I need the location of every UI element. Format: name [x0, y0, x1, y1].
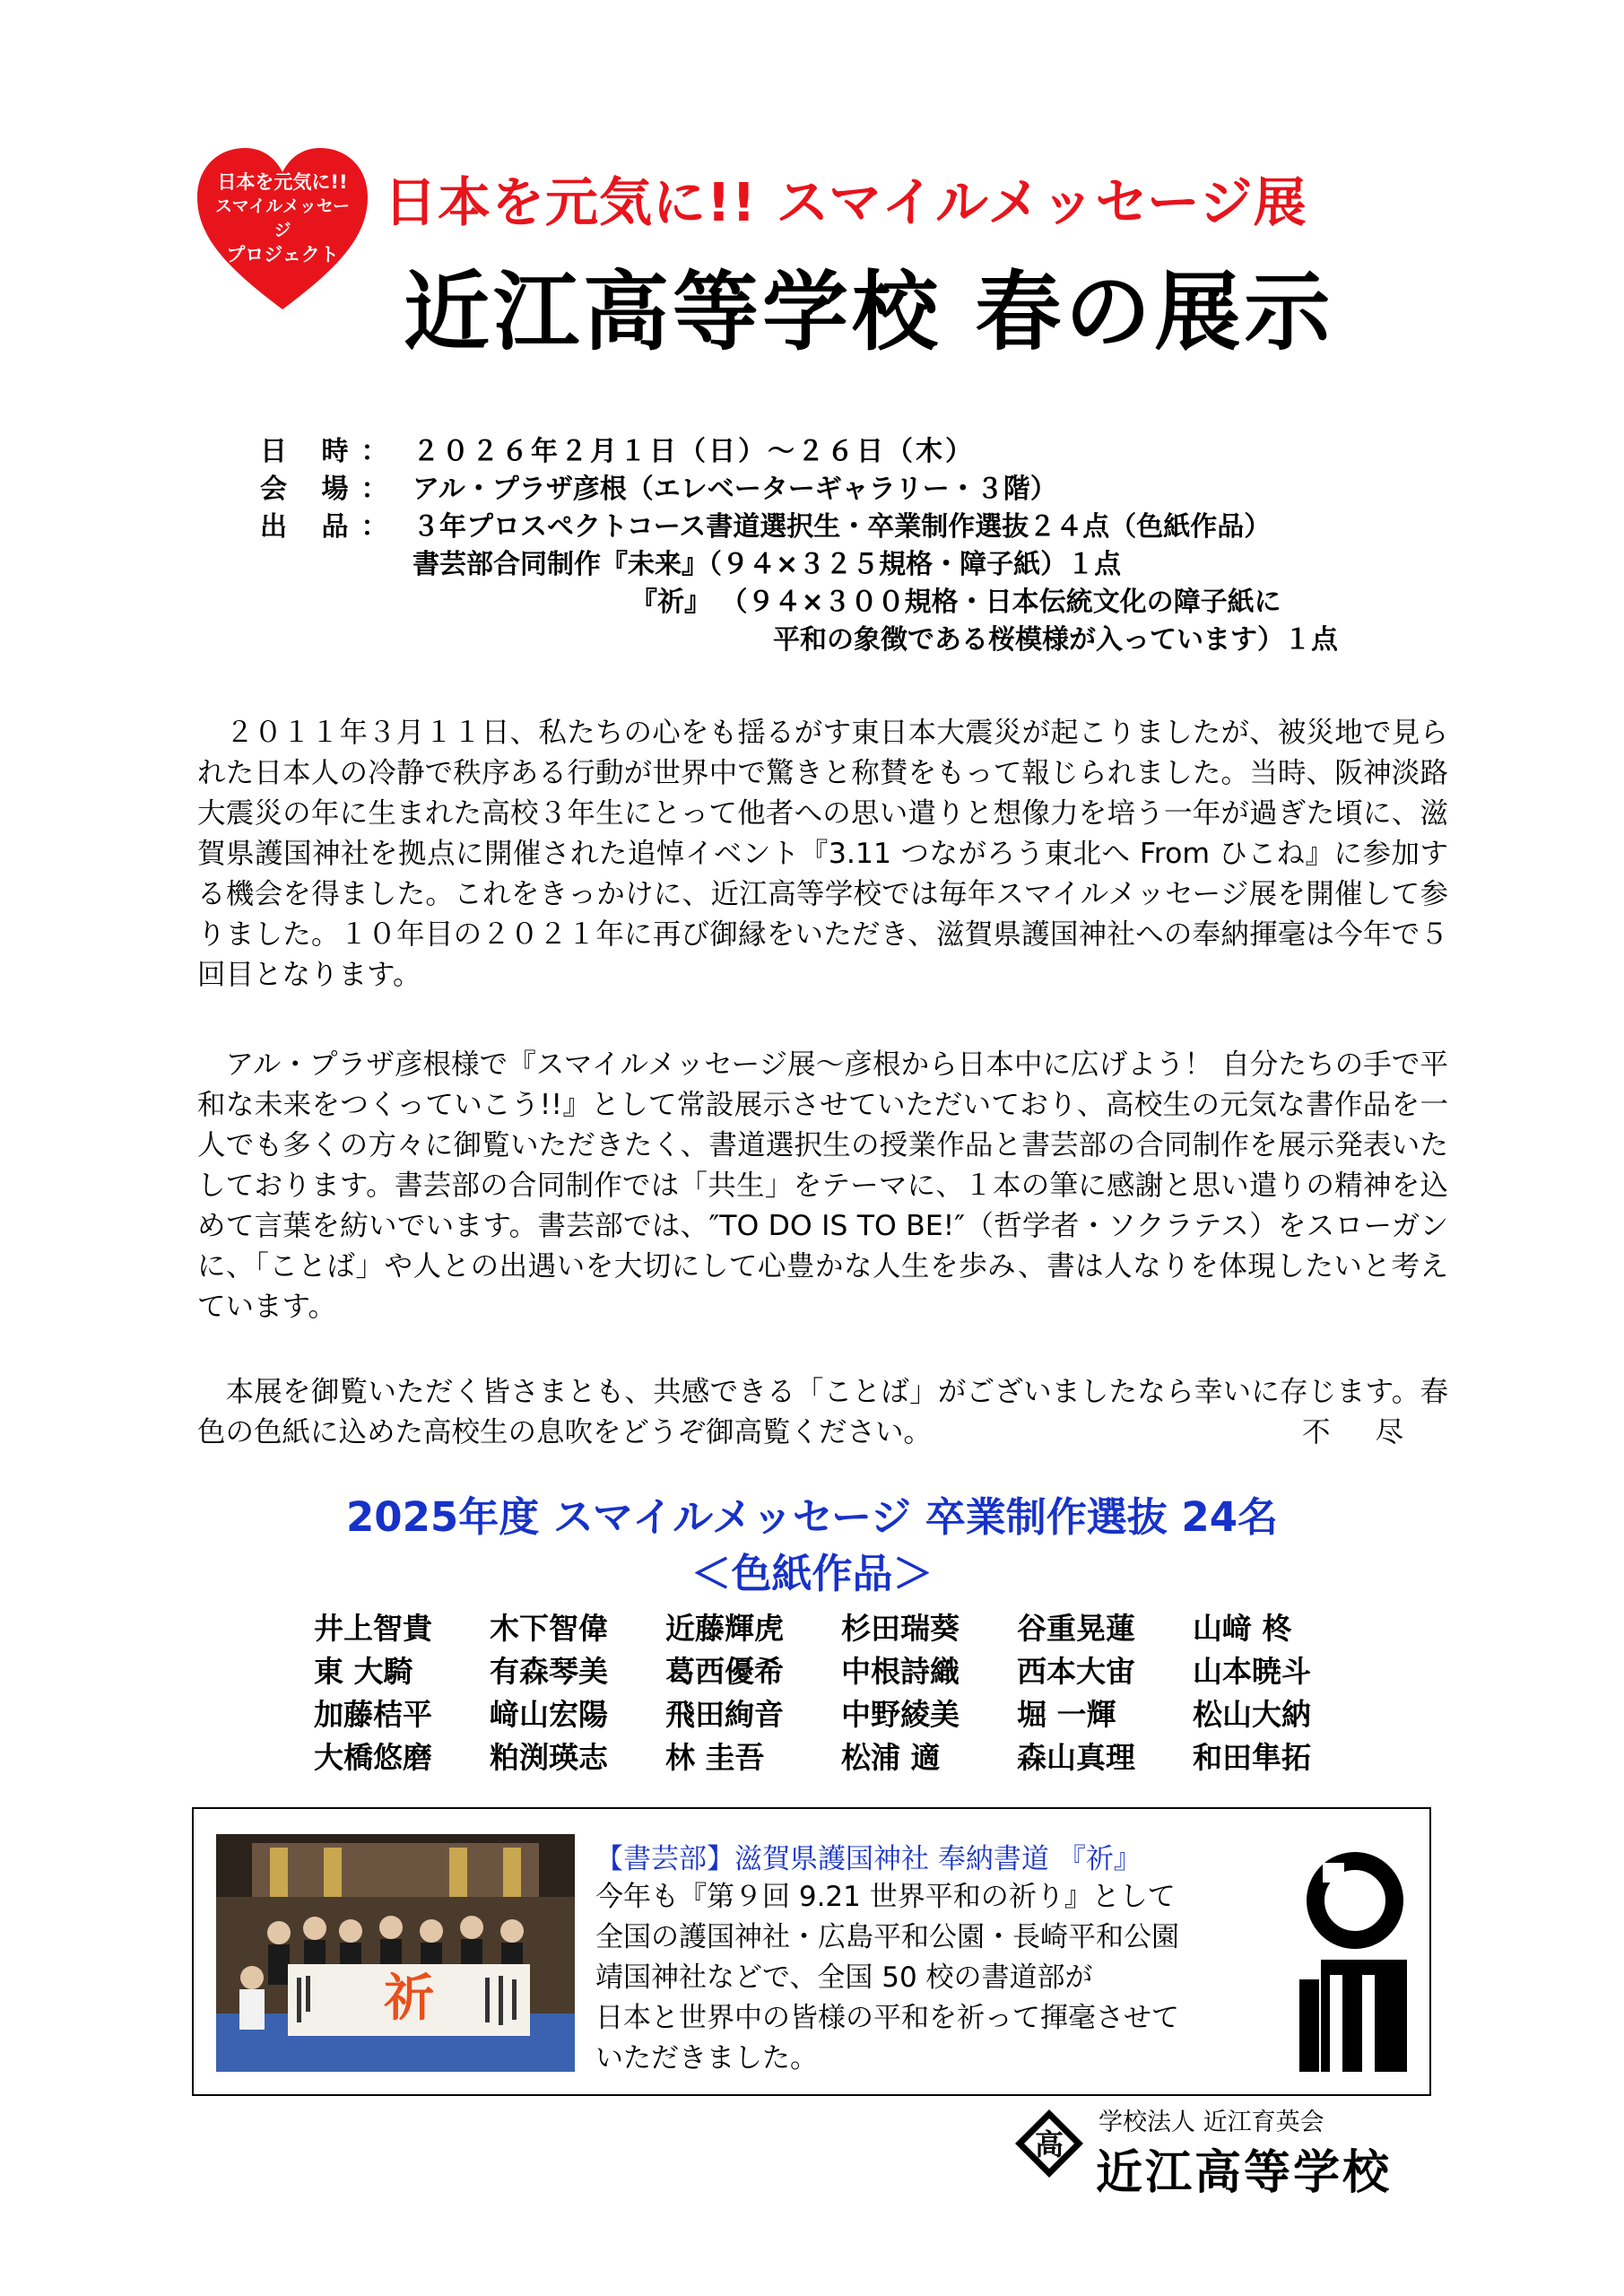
student-name: 森山真理 — [1017, 1740, 1135, 1775]
student-name: 中根詩織 — [841, 1654, 960, 1689]
info-box-line: 全国の護国神社・広島平和公園・長崎平和公園 — [595, 1921, 1179, 1953]
info-exhibit-row — [260, 509, 1271, 545]
club-group-photo — [216, 1834, 575, 2072]
school-emblem — [1013, 2108, 1085, 2179]
exhibit-label: 出 品： — [260, 511, 401, 543]
student-name: 葛西優希 — [665, 1654, 784, 1689]
info-box-line: いただきました。 — [595, 2042, 818, 2074]
date-label: 日 時： — [260, 436, 401, 467]
info-box-line: 日本と世界中の皆様の平和を祈って揮毫させて — [595, 2002, 1179, 2034]
student-row — [314, 1648, 1368, 1692]
student-name: 東 大騎 — [314, 1654, 413, 1689]
school-corporation-name: 学校法人 近江育英会 — [1099, 2109, 1324, 2136]
student-name: 中野綾美 — [841, 1697, 960, 1732]
exhibit-value-1: ３年プロスペクトコース書道選択生・卒業制作選抜２４点（色紙作品） — [413, 511, 1272, 543]
emblem-char: 高 — [1034, 2127, 1064, 2161]
closing-signoff: 不 尽 — [1301, 1416, 1421, 1448]
student-name: 杉田瑞葵 — [841, 1611, 960, 1646]
heart-logo-line-1: 日本を元気に!! — [217, 171, 348, 193]
student-name: 松浦 適 — [841, 1740, 941, 1775]
student-row — [314, 1735, 1368, 1778]
student-name: 大橋悠磨 — [314, 1740, 432, 1775]
heart-logo-line-2: スマイルメッセージ — [215, 196, 350, 240]
photo-kanji: 祈 — [384, 1970, 434, 2028]
student-name: 﨑山宏陽 — [490, 1697, 608, 1732]
exhibit-value-2: 書芸部合同制作『未来』（９４×３２５規格・障子紙）１点 — [413, 549, 1122, 580]
info-box-line: 今年も『第９回 9.21 世界平和の祈り』として — [595, 1881, 1176, 1913]
info-date-row — [260, 434, 975, 470]
calligraphy-club-logo — [1292, 1845, 1409, 2078]
student-row — [314, 1605, 1368, 1648]
info-box-body — [595, 1877, 1179, 2079]
student-row — [314, 1692, 1368, 1735]
paragraph-1 — [197, 713, 1448, 996]
info-venue-row — [260, 472, 1057, 508]
student-name: 加藤桔平 — [314, 1697, 432, 1732]
venue-value: アル・プラザ彦根（エレベーターギャラリー・３階） — [413, 474, 1057, 505]
students-title: 2025年度 スマイルメッセージ 卒業制作選抜 24名 — [345, 1493, 1279, 1541]
student-name: 飛田絢音 — [665, 1697, 784, 1732]
paragraph-2-text: アル・プラザ彦根様で『スマイルメッセージ展～彦根から日本中に広げよう！ 自分たちの手で平和な未来をつくっていこう!!』として常設展示させていただいており、高校生の元気な書作品を一人でも多くの方々に御覧いただきたく、書道選択生の授業作品と書芸部の合同制作を展示発表いたしております。書芸部の合同制作では「共生」をテーマに、１本の筆に感謝と思い遣りの精神を込めて言葉を紡いでいます。書芸部では、″TO DO IS TO BE!″（哲学者・ソクラテス）をスローガンに、「ことば」や人との出遇いを大切にして心豊かな人生を歩み、書は人なりを体現したいと考えています。 — [197, 1048, 1448, 1323]
paragraph-3 — [197, 1372, 1448, 1453]
school-name: 近江高等学校 — [1096, 2146, 1393, 2200]
club-emblem-icon — [1292, 1845, 1409, 2078]
student-name-table — [314, 1605, 1368, 1778]
info-box-line: 靖国神社などで、全国 50 校の書道部が — [595, 1961, 1093, 1994]
student-name: 林 圭吾 — [665, 1740, 765, 1775]
student-name: 近藤輝虎 — [665, 1611, 784, 1646]
student-name: 松山大納 — [1193, 1697, 1311, 1732]
group-photo-image — [216, 1834, 575, 2072]
info-box-heading: 【書芸部】滋賀県護国神社 奉納書道 『祈』 — [595, 1843, 1142, 1875]
student-name: 山﨑 柊 — [1193, 1611, 1292, 1646]
heart-logo-line-3: プロジェクト — [226, 244, 339, 265]
student-name: 西本大宙 — [1017, 1654, 1135, 1689]
venue-label: 会 場： — [260, 474, 401, 505]
calligraphy-club-info-box — [192, 1807, 1431, 2096]
paragraph-1-text: ２０１１年３月１１日、私たちの心をも揺るがす東日本大震災が起こりましたが、被災地で見られた日本人の冷静で秩序ある行動が世界中で驚きと称賛をもって報じられました。当時、阪神淡路大震災の年に生まれた高校３年生にとって他者への思い遣りと想像力を培う一年が過ぎた頃に、滋賀県護国神社を拠点に開催された追悼イベント『3.11 つながろう東北へ From ひこね』に参加する機会を得ました。これをきっかけに、近江高等学校では毎年スマイルメッセージ展を開催して参りました。１０年目の２０２１年に再び御縁をいただき、滋賀県護国神社への奉納揮毫は今年で５回目となります。 — [197, 717, 1448, 991]
student-name: 木下智偉 — [490, 1611, 608, 1646]
exhibit-value-3: 『祈』 （９４×３００規格・日本伝統文化の障子紙に — [630, 587, 1281, 618]
student-name: 山本暁斗 — [1193, 1654, 1311, 1689]
project-heart-logo — [193, 144, 372, 314]
heart-logo-text — [213, 170, 352, 267]
paragraph-2 — [197, 1045, 1448, 1327]
students-subtitle: ＜色紙作品＞ — [690, 1550, 934, 1597]
student-name: 谷重晃蓮 — [1017, 1611, 1135, 1646]
exhibit-value-4: 平和の象徴である桜模様が入っています）１点 — [773, 624, 1338, 656]
page-title: 近江高等学校 春の展示 — [404, 262, 1334, 362]
student-name: 和田隼拓 — [1193, 1740, 1311, 1775]
student-name: 堀 一輝 — [1017, 1697, 1116, 1732]
paragraph-3-wrapper — [197, 1372, 1448, 1453]
school-emblem-icon — [1013, 2108, 1085, 2179]
paragraph-3-text: 本展を御覧いただく皆さまとも、共感できる「ことば」がございましたなら幸いに存じます。春色の色紙に込めた高校生の息吹をどうぞ御高覧ください。 — [197, 1376, 1448, 1448]
student-name: 井上智貴 — [314, 1611, 432, 1646]
exhibition-subtitle: 日本を元気に!! スマイルメッセージ展 — [384, 171, 1307, 233]
student-name: 有森琴美 — [490, 1654, 608, 1689]
date-value: ２０２６年２月１日（日）～２６日（木） — [413, 436, 975, 467]
student-name: 粕渕瑛志 — [490, 1740, 608, 1775]
